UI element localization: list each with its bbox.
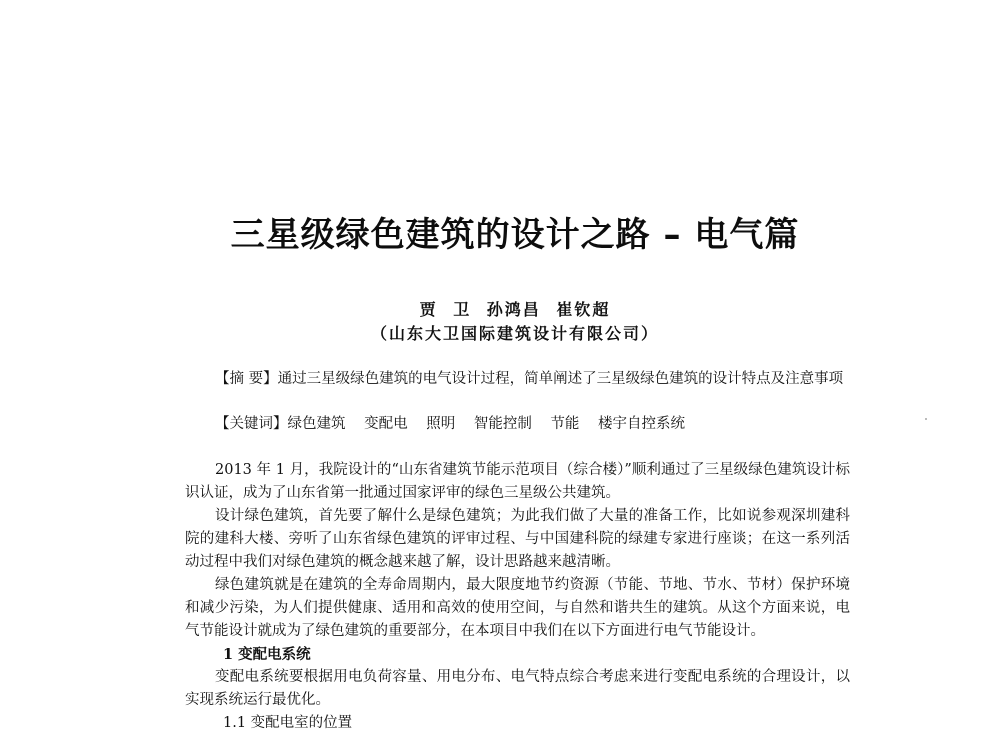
- abstract-label: 【摘 要】: [215, 371, 278, 387]
- abstract: [185, 368, 850, 390]
- body-paragraph: 绿色建筑就是在建筑的全寿命周期内，最大限度地节约资源（节能、节地、节水、节材）保护环境和减少污染，为人们提供健康、适用和高效的使用空间，与自然和谐共生的建筑。从这个方面来说，电气节能设计就成为了绿色建筑的重要部分，在本项目中我们在以下方面进行电气节能设计。: [185, 577, 850, 639]
- abstract-text: 通过三星级绿色建筑的电气设计过程，简单阐述了三星级绿色建筑的设计特点及注意事项: [277, 371, 844, 387]
- subsection-heading: 1.1 变配电室的位置: [223, 715, 353, 731]
- keywords-text: 绿色建筑 变配电 照明 智能控制 节能 楼宇自控系统: [287, 416, 686, 432]
- keywords: [185, 413, 850, 435]
- body-paragraph: 2013 年 1 月，我院设计的“山东省建筑节能示范项目（综合楼）”顺利通过了三星级绿色建筑设计标识认证，成为了山东省第一批通过国家评审的绿色三星级公共建筑。: [185, 462, 850, 501]
- scan-speck: [925, 418, 927, 420]
- paper-body: [185, 459, 850, 735]
- body-paragraph: 设计绿色建筑，首先要了解什么是绿色建筑；为此我们做了大量的准备工作，比如说参观深圳建科院的建科大楼、旁听了山东省绿色建筑的评审过程、与中国建科院的绿建专家进行座谈；在这一系列活动过程中我们对绿色建筑的概念越来越了解，设计思路越来越清晰。: [185, 508, 850, 570]
- section-heading: 1 变配电系统: [223, 646, 311, 663]
- section-paragraph: 变配电系统要根据用电负荷容量、用电分布、电气特点综合考虑来进行变配电系统的合理设计，以实现系统运行最优化。: [185, 669, 850, 708]
- author-list: 贾 卫 孙鸿昌 崔钦超: [419, 300, 611, 319]
- paper-title: 三星级绿色建筑的设计之路 – 电气篇: [230, 215, 800, 255]
- keywords-label: 【关键词】: [215, 416, 288, 432]
- affiliation: （山东大卫国际建筑设计有限公司）: [370, 324, 659, 343]
